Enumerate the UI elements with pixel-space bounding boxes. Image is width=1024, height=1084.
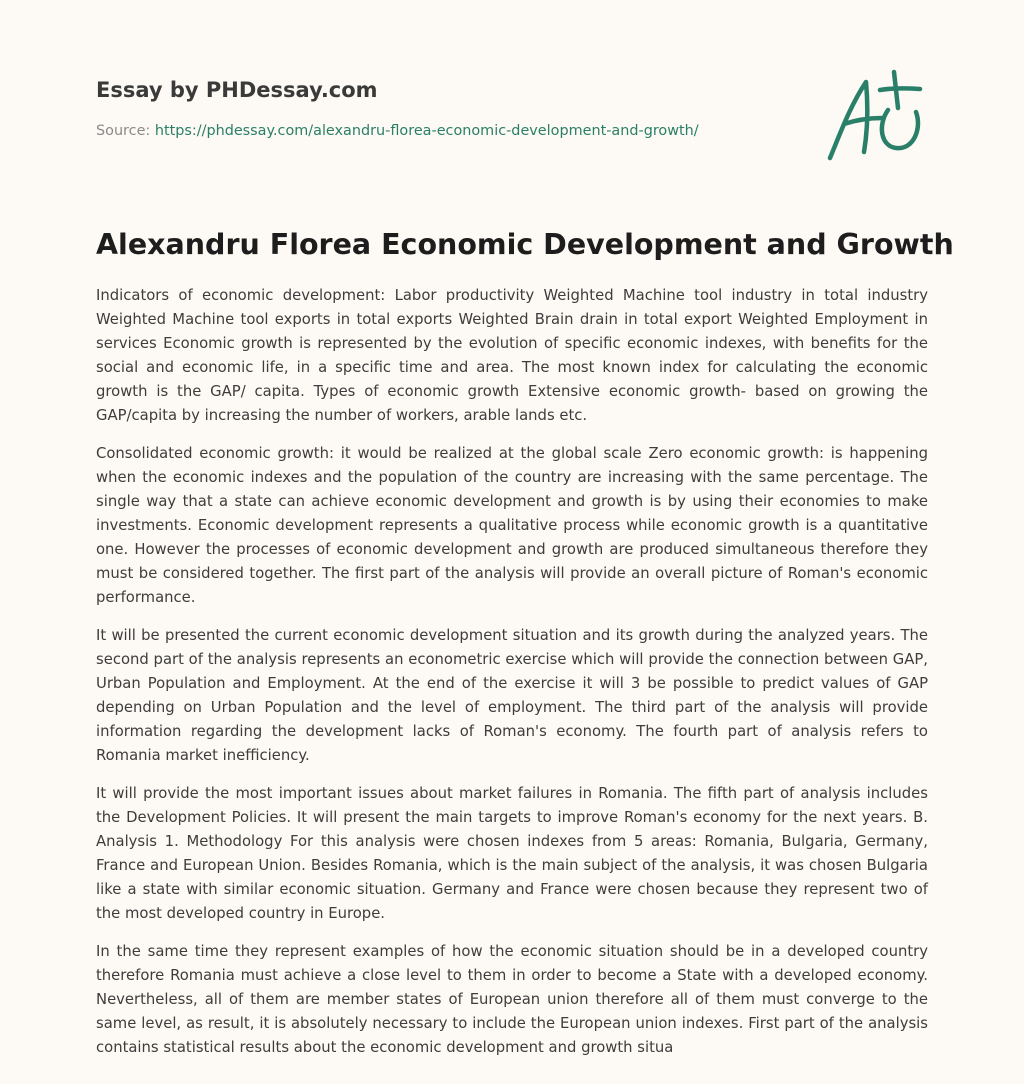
source-label: Source:: [96, 123, 155, 139]
essay-title: Alexandru Florea Economic Development and Growth: [96, 228, 954, 261]
essay-header: [96, 74, 928, 139]
essay-body: [96, 284, 928, 1074]
essay-paragraph: Indicators of economic development: Labor productivity Weighted Machine tool industry in total industry Weighted Machine tool exports in total exports Weighted Brain drain in total export Weighted Employment in services Economic growth is represented by the evolution of specific economic indexes, with benefits for the social and economic life, in a specific time and area. The most known index for calculating the economic growth is the GAP/ capita. Types of economic growth Extensive economic growth- based on growing the GAP/capita by increasing the number of workers, arable lands etc.: [96, 287, 928, 424]
site-brand: Essay by PHDessay.com: [96, 78, 378, 102]
essay-paragraph: In the same time they represent examples of how the economic situation should be in a developed country therefore Romania must achieve a close level to them in order to become a State with a developed economy. Nevertheless, all of them are member states of European union therefore all of them must converge to the same level, as result, it is absolutely necessary to include the European union indexes. First part of the analysis contains statistical results about the economic development and growth situa: [96, 943, 928, 1056]
a-plus-grade-icon: [818, 64, 930, 168]
essay-paragraph: Consolidated economic growth: it would be realized at the global scale Zero economic growth: is happening when the economic indexes and the population of the country are increasing with the same percentage. The single way that a state can achieve economic development and growth is by using their economies to make investments. Economic development represents a qualitative process while economic growth is a quantitative one. However the processes of economic development and growth are produced simultaneous therefore they must be considered together. The first part of the analysis will provide an overall picture of Roman's economic performance.: [96, 445, 928, 606]
essay-paragraph: It will be presented the current economic development situation and its growth during the analyzed years. The second part of the analysis represents an econometric exercise which will provide the connection between GAP, Urban Population and Employment. At the end of the exercise it will 3 be possible to predict values of GAP depending on Urban Population and the level of employment. The third part of the analysis will provide information regarding the development lacks of Roman's economy. The fourth part of analysis refers to Romania market inefficiency.: [96, 627, 928, 764]
essay-paragraph: It will provide the most important issues about market failures in Romania. The fifth part of analysis includes the Development Policies. It will present the main targets to improve Roman's economy for the next years. B. Analysis 1. Methodology For this analysis were chosen indexes from 5 areas: Romania, Bulgaria, Germany, France and European Union. Besides Romania, which is the main subject of the analysis, it was chosen Bulgaria like a state with similar economic situation. Germany and France were chosen because they represent two of the most developed country in Europe.: [96, 785, 928, 922]
source-line: [96, 123, 699, 139]
source-link[interactable]: https://phdessay.com/alexandru-florea-economic-development-and-growth/: [154, 123, 699, 139]
